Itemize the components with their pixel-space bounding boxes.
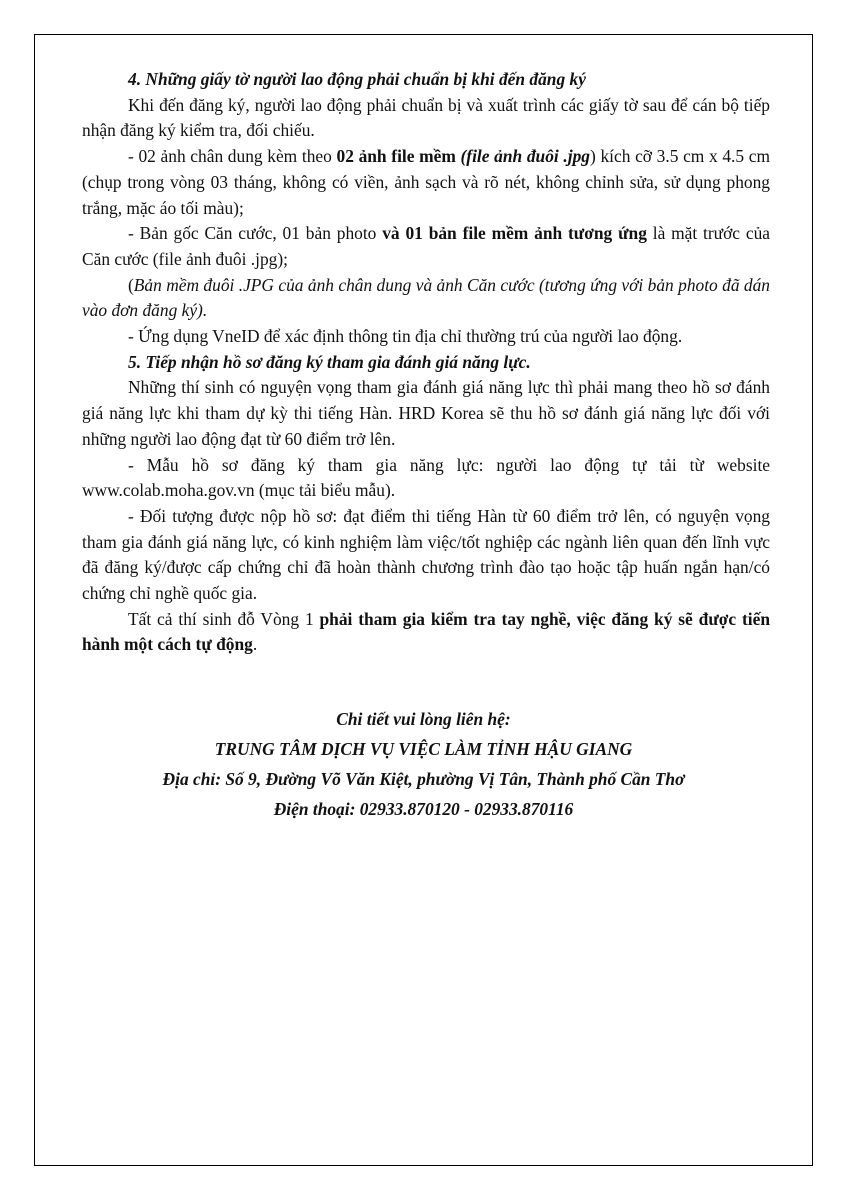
section-5-round1-note: [82, 607, 770, 658]
section-4-item-id-card: [82, 221, 770, 272]
section-4-item-photos: [82, 144, 770, 221]
item-text: .: [252, 634, 258, 655]
bold-text: và 01 bản file mềm ảnh tương ứng: [382, 223, 647, 244]
document-body: [82, 67, 770, 658]
section-4-heading: 4. Những giấy tờ người lao động phải chuẩn bị khi đến đăng ký: [128, 69, 586, 89]
bold-text: 02 ảnh file mềm: [336, 146, 461, 167]
section-4-note: [82, 273, 770, 324]
item-text: là mặt trước của Căn cước (file ảnh đuôi .jpg);: [82, 223, 770, 269]
section-5-eligibility: - Đối tượng được nộp hồ sơ: đạt điểm thi tiếng Hàn từ 60 điểm trở lên, có nguyện vọng tham gia đánh giá năng lực, có kinh nghiệm làm việc/tốt nghiệp các ngành liên quan đến lĩnh vực đã đăng ký/được cấp chứng chỉ đã hoàn thành chương trình đào tạo hoặc tập huấn ngắn hạn/có chứng chỉ nghề quốc gia.: [82, 505, 770, 604]
item-text: ) kích cỡ 3.5 cm x 4.5 cm (chụp trong vòng 03 tháng, không có viền, ảnh sạch và rõ nét, không chỉnh sửa, sử dụng phong trắng, mặc áo tối màu);: [82, 146, 771, 218]
bold-italic-text: (file ảnh đuôi .jpg: [460, 146, 590, 167]
contact-intro: Chi tiết vui lòng liên hệ:: [336, 709, 511, 729]
section-4-item-vneid: - Ứng dụng VneID để xác định thông tin địa chỉ thường trú của người lao động.: [128, 326, 683, 347]
item-text: Tất cả thí sinh đỗ Vòng 1: [128, 608, 320, 629]
item-text: - Bản gốc Căn cước, 01 bản photo: [128, 223, 383, 244]
note-paren: (: [128, 274, 134, 295]
contact-phone: Điện thoại: 02933.870120 - 02933.870116: [273, 799, 574, 819]
bold-text: phải tham gia kiểm tra tay nghề, việc đăng ký sẽ được tiến hành một cách tự động: [82, 608, 770, 655]
item-text: - 02 ảnh chân dung kèm theo: [128, 146, 337, 167]
section-5-heading: 5. Tiếp nhận hồ sơ đăng ký tham gia đánh giá năng lực.: [128, 351, 531, 372]
section-5-paragraph: Những thí sinh có nguyện vọng tham gia đánh giá năng lực thì phải mang theo hồ sơ đánh giá năng lực khi tham dự kỳ thi tiếng Hàn. HRD Korea sẽ thu hồ sơ đánh giá năng lực đối với những người lao động đạt từ 60 điểm trở lên.: [82, 377, 770, 449]
contact-address: Địa chỉ: Số 9, Đường Võ Văn Kiệt, phường Vị Tân, Thành phố Cần Thơ: [162, 769, 685, 789]
note-text: Bản mềm đuôi .JPG của ảnh chân dung và ảnh Căn cước (tương ứng với bản photo đã dán vào đơn đăng ký).: [82, 274, 770, 321]
contact-block: [34, 704, 813, 824]
section-4-intro: Khi đến đăng ký, người lao động phải chuẩn bị và xuất trình các giấy tờ sau để cán bộ tiếp nhận đăng ký kiểm tra, đối chiếu.: [82, 94, 770, 141]
section-5-form-info: - Mẫu hồ sơ đăng ký tham gia năng lực: người lao động tự tải từ website www.colab.moha.gov.vn (mục tải biểu mẫu).: [82, 454, 770, 501]
contact-organization: TRUNG TÂM DỊCH VỤ VIỆC LÀM TỈNH HẬU GIANG: [214, 739, 633, 759]
